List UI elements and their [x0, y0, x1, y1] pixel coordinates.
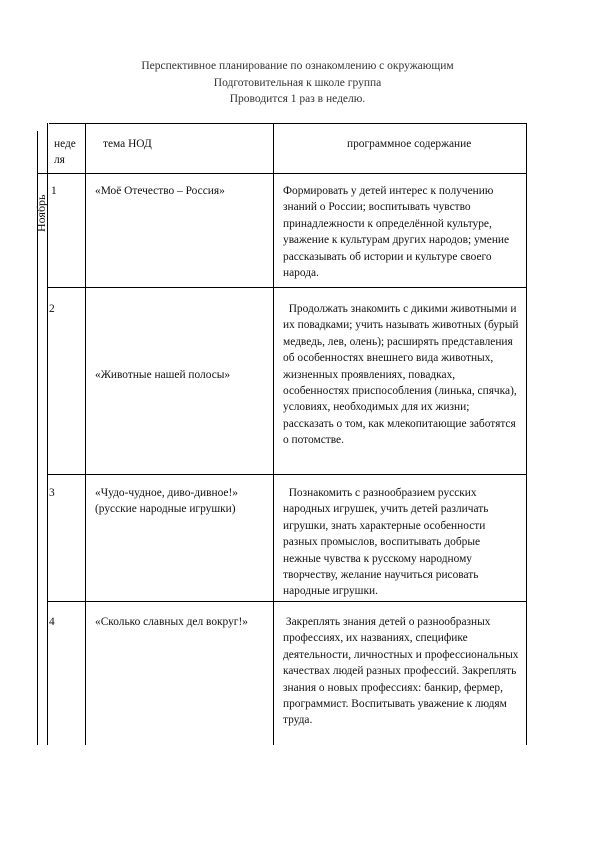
table-row-content: Познакомить с разнообразием русских народных игрушек, учить детей различать игрушки, знать характерные особенности разных промыслов, воспитывать добрые нежные чувства к русскому народному творчеству, желание научиться рисовать народные игрушки. [283, 487, 492, 598]
table-header-divider [37, 173, 527, 174]
table-row-topic: «Животные нашей полосы» [95, 369, 231, 381]
table-row-week: 1 [51, 185, 57, 197]
table-top-border [49, 123, 527, 124]
table-row-week: 3 [49, 487, 55, 499]
table-row-content: Формировать у детей интерес к получению знаний о России; воспитывать чувство принадлежности к определённой культуре, уважение к культурам других народов; умение рассказывать об истории и культуре своего народа. [283, 185, 510, 280]
month-label-container [34, 182, 48, 232]
table-right-border [526, 123, 527, 745]
table-row-week: 2 [49, 303, 55, 315]
table-row-week: 4 [49, 616, 55, 628]
planning-table [37, 123, 527, 745]
header-group: Подготовительная к школе группа [213, 76, 382, 89]
table-row-divider [47, 474, 527, 475]
table-row-topic: «Чудо-чудное, диво-дивное!» (русские народные игрушки) [95, 487, 238, 516]
header-topic: тема НОД [103, 138, 152, 150]
table-topic-column-border [273, 123, 274, 745]
header-content: программное содержание [347, 138, 472, 150]
header-title: Перспективное планирование по ознакомлению с окружающим [141, 60, 454, 72]
document-header [0, 58, 595, 108]
header-frequency: Проводится 1 раз в неделю. [229, 93, 366, 105]
table-row-divider [47, 601, 527, 602]
table-week-column-border [85, 123, 86, 745]
table-row-topic: «Моё Отечество – Россия» [95, 185, 225, 197]
table-row-content: Продолжать знакомить с дикими животными и их повадками; учить называть животных (бурый медведь, лев, олень); расширять представления об особенностях внешнего вида животных, жизненных проявлениях, повадках, особенностях приспособления (линька, спячка), условиях, необходимых для их жизни; рассказать о том, как млекопитающие заботятся о потомстве. [283, 303, 522, 447]
table-row-topic: «Сколько славных дел вокруг!» [95, 616, 248, 628]
table-row-content: Закреплять знания детей о разнообразных профессиях, их названиях, специфике деятельности, личностных и профессиональных качествах людей разных профессий. Закреплять знания о новых профессиях: банкир, фермер, программист. Воспитывать уважение к людям труда. [283, 616, 522, 727]
table-row-divider [47, 287, 527, 288]
header-week: неде ля [54, 138, 76, 167]
month-label: Ноябрь [34, 194, 48, 232]
